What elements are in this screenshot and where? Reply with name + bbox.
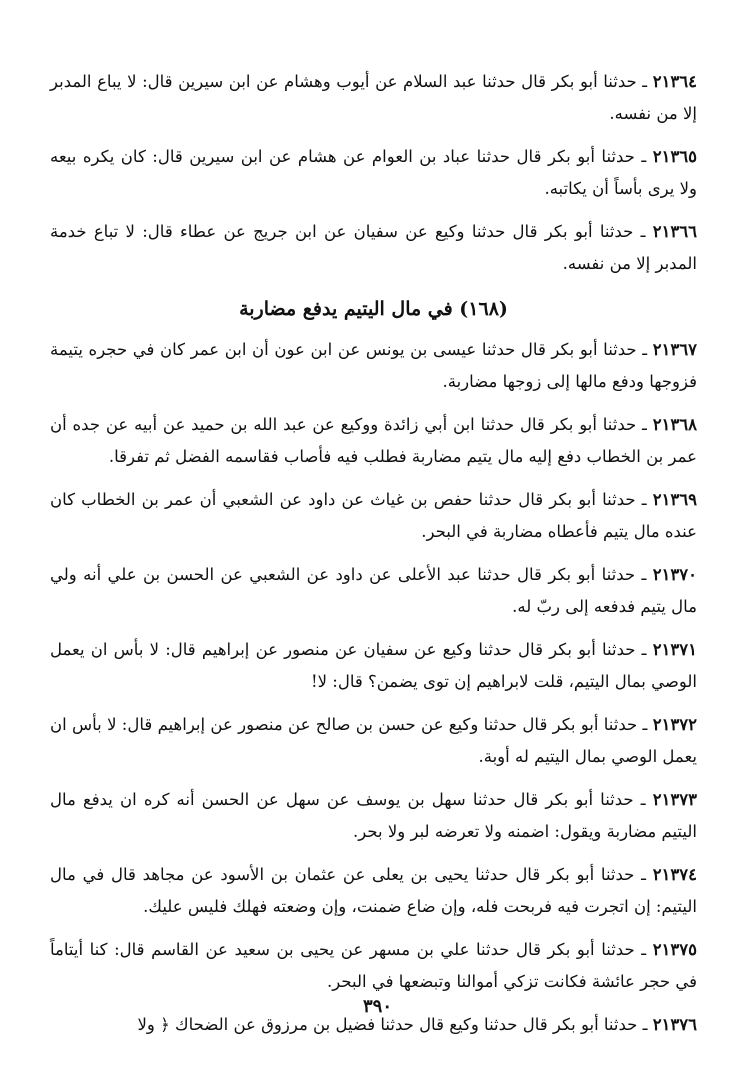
hadith-number: ٢١٣٧٤ xyxy=(652,865,697,884)
hadith-number: ٢١٣٦٧ xyxy=(652,340,697,359)
hadith-paragraph xyxy=(50,484,697,548)
hadith-text: ـ حدثنا أبو بكر قال حدثنا سهل بن يوسف عن سهل عن الحسن أنه كره ان يدفع مال اليتيم مضاربة ويقول: اضمنه ولا تعرضه لبر ولا بحر. xyxy=(50,790,697,841)
hadith-number: ٢١٣٧١ xyxy=(652,640,697,659)
hadith-number: ٢١٣٧٣ xyxy=(652,790,697,809)
hadith-text: ـ حدثنا أبو بكر قال حدثنا عبد الأعلى عن داود عن الشعبي عن الحسن بن علي أنه ولي مال يتيم فدفعه إلى ربّ له. xyxy=(50,565,697,616)
hadith-paragraph xyxy=(50,409,697,473)
hadith-paragraph xyxy=(50,216,697,280)
hadith-paragraph xyxy=(50,934,697,998)
hadith-paragraph xyxy=(50,334,697,398)
hadith-paragraph xyxy=(50,784,697,848)
hadith-text: ـ حدثنا أبو بكر قال حدثنا ابن أبي زائدة ووكيع عن عبد الله بن حميد عن أبيه عن جده أن عمر بن الخطاب دفع إليه مال يتيم مضاربة فطلب فيه فأصاب فقاسمه الفضل ثم تفرقا. xyxy=(50,415,697,466)
hadith-text: ـ حدثنا أبو بكر قال حدثنا عباد بن العوام عن هشام عن ابن سيرين قال: كان يكره بيعه ولا يرى بأساً أن يكاتبه. xyxy=(50,147,697,198)
hadith-text: ـ حدثنا أبو بكر قال حدثنا وكيع قال حدثنا فضيل بن مرزوق عن الضحاك ﴿ ولا xyxy=(137,1015,653,1034)
hadith-text: ـ حدثنا أبو بكر قال حدثنا وكيع عن سفيان عن ابن جريج عن عطاء قال: لا تباع خدمة المدبر إلا من نفسه. xyxy=(50,222,697,273)
hadith-paragraph xyxy=(50,859,697,923)
hadith-number: ٢١٣٦٨ xyxy=(652,415,697,434)
hadith-paragraph xyxy=(50,141,697,205)
hadith-number: ٢١٣٦٤ xyxy=(652,72,697,91)
hadith-paragraph xyxy=(50,66,697,130)
hadith-text: ـ حدثنا أبو بكر قال حدثنا عيسى بن يونس عن ابن عون أن ابن عمر كان في حجره يتيمة فزوجها ودفع مالها إلى زوجها مضاربة. xyxy=(50,340,697,391)
hadith-paragraph xyxy=(50,709,697,773)
hadith-text: ـ حدثنا أبو بكر قال حدثنا علي بن مسهر عن يحيى بن سعيد عن القاسم قال: كنا أيتاماً في حجر عائشة فكانت تزكي أموالنا وتبضعها في البحر. xyxy=(50,940,697,991)
hadith-number: ٢١٣٧٥ xyxy=(652,940,697,959)
hadith-number: ٢١٣٧٠ xyxy=(652,565,697,584)
section-title: (١٦٨) في مال اليتيم يدفع مضاربة xyxy=(239,298,508,320)
hadith-number: ٢١٣٦٦ xyxy=(652,222,697,241)
page-number: ٣٩٠ xyxy=(362,996,392,1017)
hadith-text: ـ حدثنا أبو بكر قال حدثنا يحيى بن يعلى عن عثمان بن الأسود عن مجاهد قال في مال اليتيم: إن اتجرت فيه فربحت فله، وإن ضاع ضمنت، وإن وضعته فهلك فليس عليك. xyxy=(50,865,697,916)
paragraph-group-top xyxy=(50,66,697,280)
hadith-number: ٢١٣٦٥ xyxy=(652,147,697,166)
hadith-text: ـ حدثنا أبو بكر قال حدثنا وكيع عن حسن بن صالح عن منصور عن إبراهيم قال: لا بأس ان يعمل الوصي بمال اليتيم له أوبة. xyxy=(50,715,697,766)
hadith-number: ٢١٣٦٩ xyxy=(652,490,697,509)
hadith-text: ـ حدثنا أبو بكر قال حدثنا وكيع عن سفيان عن منصور عن إبراهيم قال: لا بأس ان يعمل الوصي بمال اليتيم، قلت لابراهيم إن توى يضمن؟ قال: لا! xyxy=(50,640,697,691)
paragraph-group-bottom xyxy=(50,334,697,1041)
hadith-number: ٢١٣٧٦ xyxy=(652,1015,697,1034)
hadith-text: ـ حدثنا أبو بكر قال حدثنا عبد السلام عن أيوب وهشام عن ابن سيرين قال: لا يباع المدبر إلا من نفسه. xyxy=(50,72,697,123)
hadith-paragraph xyxy=(50,634,697,698)
hadith-text: ـ حدثنا أبو بكر قال حدثنا حفص بن غياث عن داود عن الشعبي أن عمر بن الخطاب كان عنده مال يتيم فأعطاه مضاربة في البحر. xyxy=(50,490,697,541)
hadith-number: ٢١٣٧٢ xyxy=(652,715,697,734)
hadith-paragraph xyxy=(50,559,697,623)
